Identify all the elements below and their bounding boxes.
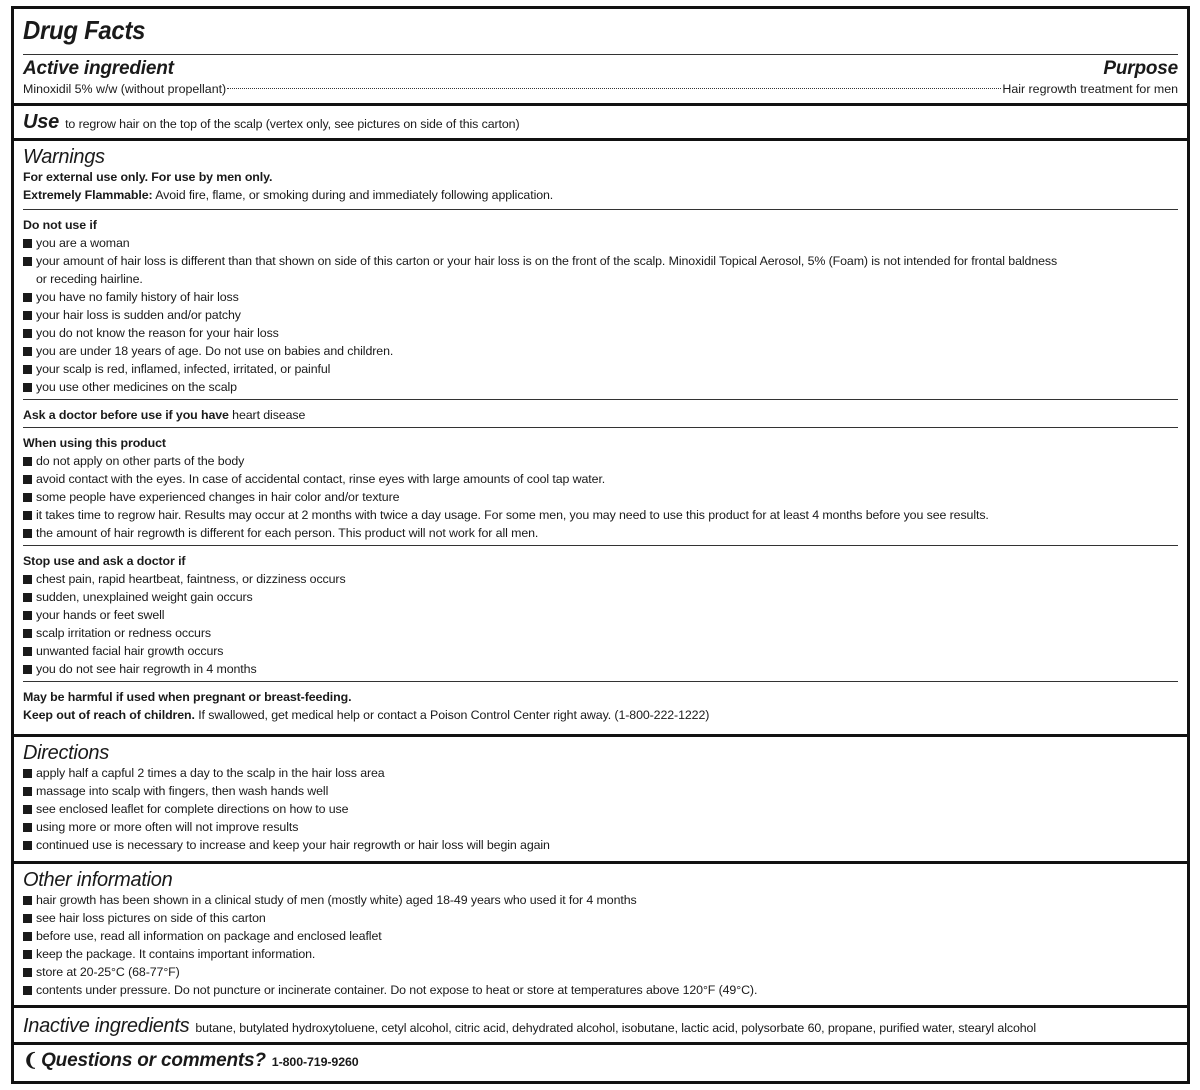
directions-list: [23, 764, 1178, 854]
list-item: continued use is necessary to increase and keep your hair regrowth or hair loss will begin again: [23, 836, 1178, 854]
warnings-heading: Warnings: [23, 146, 105, 168]
list-item: you do not know the reason for your hair loss: [23, 324, 1178, 342]
list-item: contents under pressure. Do not puncture or incinerate container. Do not expose to heat or store at temperatures above 120°F (49°C).: [23, 981, 1178, 999]
active-ingredient-row: [23, 80, 1178, 98]
list-item: do not apply on other parts of the body: [23, 452, 1178, 470]
list-item: using more or more often will not improve results: [23, 818, 1178, 836]
list-item: store at 20-25°C (68-77°F): [23, 963, 1178, 981]
other-info-list: [23, 891, 1178, 999]
list-item: apply half a capful 2 times a day to the scalp in the hair loss area: [23, 764, 1178, 782]
list-item: before use, read all information on package and enclosed leaflet: [23, 927, 1178, 945]
list-item: you use other medicines on the scalp: [23, 378, 1178, 396]
stop-use-heading: Stop use and ask a doctor if: [23, 554, 186, 568]
list-item: some people have experienced changes in hair color and/or texture: [23, 488, 1178, 506]
list-item: massage into scalp with fingers, then wash hands well: [23, 782, 1178, 800]
list-item: your scalp is red, inflamed, infected, irritated, or painful: [23, 360, 1178, 378]
questions-phone[interactable]: 1-800-719-9260: [271, 1055, 359, 1069]
pregnancy-warning: May be harmful if used when pregnant or breast-feeding.: [23, 690, 352, 704]
phone-icon: ❨: [23, 1050, 39, 1070]
stop-use-list: [23, 570, 1178, 678]
list-item: you have no family history of hair loss: [23, 288, 1178, 306]
ask-doctor-warning: [23, 406, 1178, 424]
list-item: scalp irritation or redness occurs: [23, 624, 1178, 642]
flammable-warning: [23, 186, 1178, 204]
ask-doctor-label: Ask a doctor before use if you have: [23, 408, 229, 422]
warnings-section: [14, 141, 1187, 737]
inactive-text: butane, butylated hydroxytoluene, cetyl alcohol, citric acid, dehydrated alcohol, isobutane, lactic acid, polysorbate 60, propane, purified water, stearyl alcohol: [195, 1021, 1036, 1035]
active-ingredient-value: Minoxidil 5% w/w (without propellant): [23, 82, 227, 96]
questions-section: [14, 1045, 1187, 1079]
keep-out-text: If swallowed, get medical help or contact a Poison Control Center right away. (1-800-222-1222): [198, 708, 710, 722]
keep-out-label: Keep out of reach of children.: [23, 708, 195, 722]
other-info-heading: Other information: [23, 869, 173, 891]
questions-heading: Questions or comments?: [41, 1050, 266, 1071]
list-item: your amount of hair loss is different than that shown on side of this carton or your hair loss is on the front of the scalp. Minoxidil Topical Aerosol, 5% (Foam) is not intended for frontal baldness: [23, 252, 1178, 270]
external-use-warning: For external use only. For use by men only.: [23, 170, 273, 184]
keep-out-warning: [23, 706, 1178, 724]
directions-section: [14, 737, 1187, 864]
list-item: you are under 18 years of age. Do not use on babies and children.: [23, 342, 1178, 360]
active-ingredient-heading: Active ingredient: [23, 58, 174, 79]
list-item: the amount of hair regrowth is different for each person. This product will not work for all men.: [23, 524, 1178, 542]
other-info-section: [14, 864, 1187, 1008]
when-using-heading: When using this product: [23, 436, 166, 450]
purpose-value: Hair regrowth treatment for men: [1002, 82, 1178, 96]
list-item: you are a woman: [23, 234, 1178, 252]
leader-dots: [227, 88, 1001, 89]
list-item: it takes time to regrow hair. Results may occur at 2 months with twice a day usage. For some men, you may need to use this product for at least 4 months before you see results.: [23, 506, 1178, 524]
use-heading: Use: [23, 111, 60, 133]
flammable-text: Avoid fire, flame, or smoking during and immediately following application.: [155, 188, 554, 202]
list-item: sudden, unexplained weight gain occurs: [23, 588, 1178, 606]
flammable-label: Extremely Flammable:: [23, 188, 153, 202]
drug-facts-panel: [11, 6, 1190, 1084]
title-section: [14, 9, 1187, 106]
list-item-continuation: or receding hairline.: [36, 272, 143, 286]
inactive-heading: Inactive ingredients: [23, 1015, 190, 1037]
ask-doctor-text: heart disease: [232, 408, 306, 422]
list-item: your hair loss is sudden and/or patchy: [23, 306, 1178, 324]
list-item: hair growth has been shown in a clinical study of men (mostly white) aged 18-49 years who used it for 4 months: [23, 891, 1178, 909]
list-item: your hands or feet swell: [23, 606, 1178, 624]
drug-facts-title: Drug Facts: [23, 15, 146, 45]
list-item: see hair loss pictures on side of this carton: [23, 909, 1178, 927]
do-not-use-heading: Do not use if: [23, 218, 97, 232]
use-section: [14, 106, 1187, 141]
directions-heading: Directions: [23, 742, 109, 764]
list-item: keep the package. It contains important information.: [23, 945, 1178, 963]
list-item: avoid contact with the eyes. In case of accidental contact, rinse eyes with large amounts of cool tap water.: [23, 470, 1178, 488]
inactive-section: [14, 1008, 1187, 1045]
purpose-heading: Purpose: [1103, 58, 1178, 79]
when-using-list: [23, 452, 1178, 542]
use-text: to regrow hair on the top of the scalp (vertex only, see pictures on side of this carton): [65, 117, 520, 131]
list-item: you do not see hair regrowth in 4 months: [23, 660, 1178, 678]
do-not-use-list: [23, 234, 1178, 396]
list-item: see enclosed leaflet for complete directions on how to use: [23, 800, 1178, 818]
list-item: chest pain, rapid heartbeat, faintness, or dizziness occurs: [23, 570, 1178, 588]
list-item: unwanted facial hair growth occurs: [23, 642, 1178, 660]
